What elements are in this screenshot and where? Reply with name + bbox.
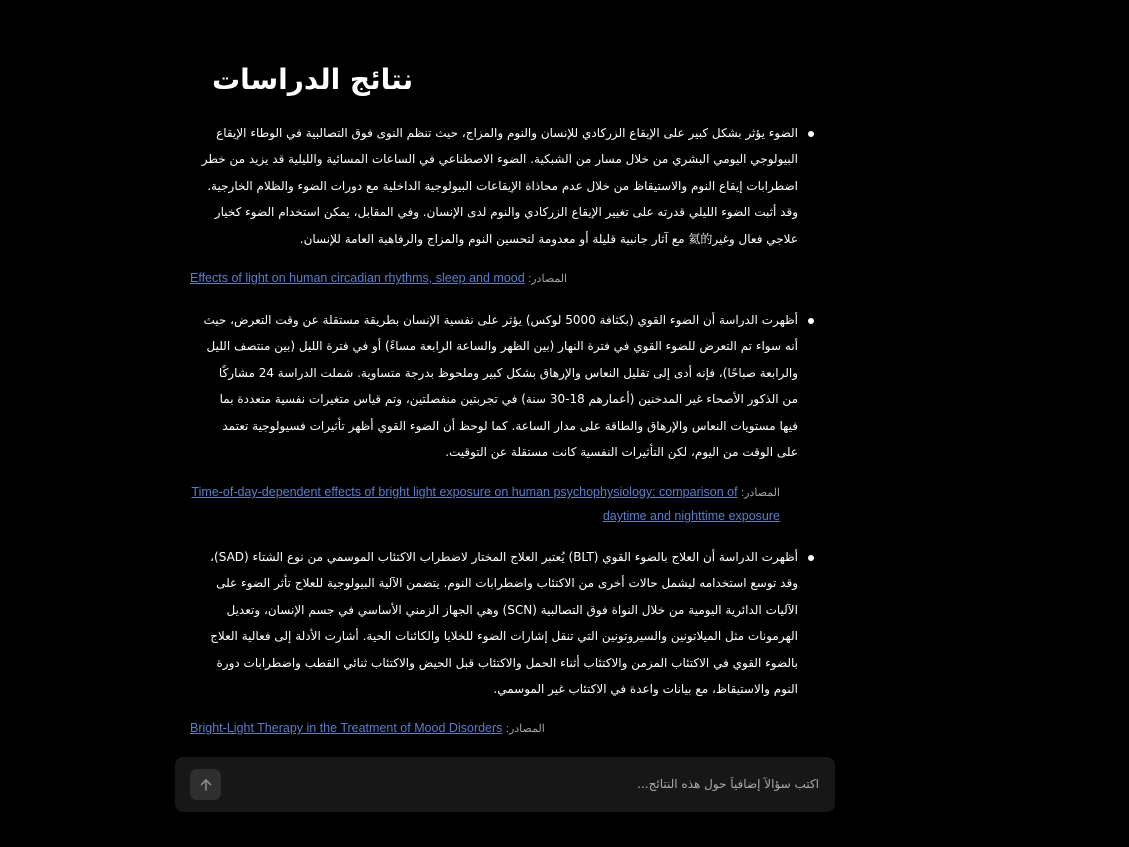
source-line-1: [190, 267, 567, 291]
finding-text-1: الضوء يؤثر بشكل كبير على الإيقاع الزركادي للإنسان والنوم والمزاج، حيث تنظم النوى فوق التصالبية في الوطاء الإيقاع البيولوجي اليومي البشري من خلال مسار من الشبكية. الضوء الاصطناعي في الساعات المسائية والليلية قد يزيد من خطر اضطرابات إيقاع النوم والاستيقاظ من خلال عدم محاذاة الإيقاعات البيولوجية الداخلية مع دورات الضوء والظلام الخارجية. وقد أثبت الضوء الليلي قدرته على تغيير الإيقاع الزركادي والنوم لدى الإنسان. وفي المقابل، يمكن استخدام الضوء كخيار علاجي فعال وغير氦的 مع آثار جانبية قليلة أو معدومة لتحسين النوم والمزاج والرفاهية العامة للإنسان.: [201, 126, 798, 246]
finding-text-2: أظهرت الدراسة أن الضوء القوي (بكثافة 5000 لوكس) يؤثر على نفسية الإنسان بطريقة مستقلة عن وقت التعرض، حيث أنه سواء تم التعرض للضوء القوي في فترة النهار (بين الظهر والساعة الرابعة مساءً) أو في فترة الليل (بين منتصف الليل والرابعة صباحًا)، فإنه أدى إلى تقليل النعاس والإرهاق بشكل كبير وملحوظ بدرجة متساوية. شملت الدراسة 24 مشاركًا من الذكور الأصحاء غير المدخنين (أعمارهم 18-30 سنة) في تجربتين منفصلتين، وتم قياس متغيرات نفسية متعددة بما فيها مستويات النعاس والإرهاق والطاقة على مدار الساعة. كما لوحظ أن الضوء القوي أظهر تأثيرات فسيولوجية تعتمد على الوقت من اليوم، لكن التأثيرات النفسية كانت مستقلة عن التوقيت.: [203, 313, 798, 460]
page-title: نتائج الدراسات: [212, 63, 414, 96]
send-button[interactable]: [190, 769, 221, 800]
list-bullet: [808, 555, 814, 561]
source-line-3: [190, 717, 545, 741]
source-label: المصادر:: [741, 487, 780, 499]
source-link-1[interactable]: Effects of light on human circadian rhythms, sleep and mood: [190, 271, 525, 285]
arrow-up-icon: [199, 778, 213, 792]
list-bullet: [808, 318, 814, 324]
source-link-2[interactable]: Time-of-day-dependent effects of bright light exposure on human psychophysiology: comparison of daytime and nighttime exposure: [191, 485, 780, 523]
source-label: المصادر:: [528, 273, 568, 285]
list-bullet: [808, 131, 814, 137]
followup-question-input[interactable]: [215, 765, 823, 803]
finding-text-3: أظهرت الدراسة أن العلاج بالضوء القوي (BLT) يُعتبر العلاج المختار لاضطراب الاكتئاب الموسمي من نوع الشتاء (SAD)، وقد توسع استخدامه ليشمل حالات أخرى من الاكتئاب واضطرابات النوم. يتضمن الآلية البيولوجية للعلاج تأثر الضوء على الآليات الدائرية اليومية من خلال النواة فوق التصالبية (SCN) وهي الجهاز الزمني الأساسي في جسم الإنسان، وتعديل الهرمونات مثل الميلاتونين والسيروتونين التي تنقل إشارات الضوء للخلايا والكائنات الحية. أشارت الأدلة إلى فعالية العلاج بالضوء القوي في الاكتئاب المزمن والاكتئاب أثناء الحمل والاكتئاب قبل الحيض والاكتئاب ثنائي القطب واضطرابات دورة النوم والاستيقاظ، مع بيانات واعدة في الاكتئاب غير الموسمي.: [210, 550, 798, 697]
source-label: المصادر:: [505, 723, 545, 735]
followup-composer: [175, 757, 835, 812]
source-link-3[interactable]: Bright-Light Therapy in the Treatment of Mood Disorders: [190, 721, 503, 735]
source-line-2: [190, 481, 780, 528]
